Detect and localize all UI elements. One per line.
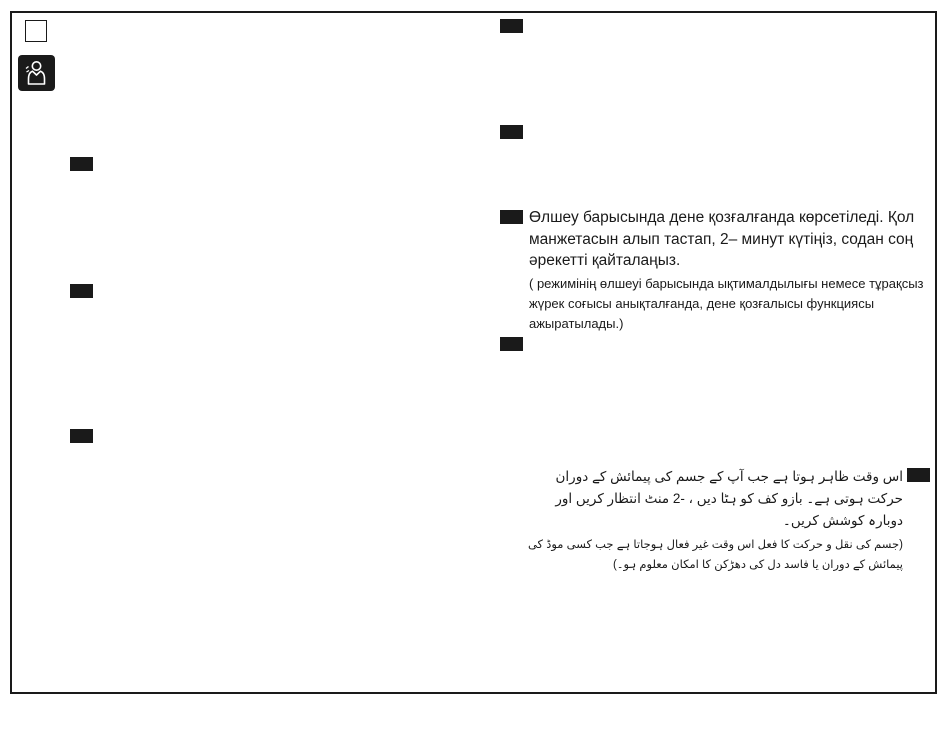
redacted-marker — [500, 125, 523, 139]
section-marker — [500, 210, 523, 224]
redacted-marker — [500, 19, 523, 33]
urdu-main-text: اس وقت ظاہر ہوتا ہے جب آپ کے جسم کی پیمائش کے دوران حرکت ہوتی ہے۔ بازو کف کو ہٹا دیں ، -2 منٹ انتظار کریں اور دوبارہ کوشش کریں۔ — [555, 469, 903, 528]
page-frame — [10, 11, 937, 694]
section-marker — [907, 468, 930, 482]
empty-checkbox-icon — [25, 20, 47, 42]
redacted-marker — [70, 284, 93, 298]
urdu-note-text: (جسم کی نقل و حرکت کا فعل اس وقت غیر فعال ہوجاتا ہے جب کسی موڈ کی پیمائش کے دوران یا فاسد دل کی دھڑکن کا امکان معلوم ہو۔) — [527, 539, 903, 571]
kazakh-main-text: Өлшеу барысында дене қозғалғанда көрсетіледі. Қол манжетасын алып тастап, 2– минут күтіңіз, содан соң әрекетті қайталаңыз. — [529, 209, 915, 269]
kazakh-note-text: ( режимінің өлшеуі барысында ықтималдылығы немесе тұрақсыз жүрек соғысы анықталғанда, дене қозғалысы функциясы ажыратылады.) — [529, 276, 924, 331]
body-movement-icon — [18, 55, 55, 91]
redacted-marker — [70, 429, 93, 443]
redacted-marker — [70, 157, 93, 171]
redacted-marker — [500, 337, 523, 351]
